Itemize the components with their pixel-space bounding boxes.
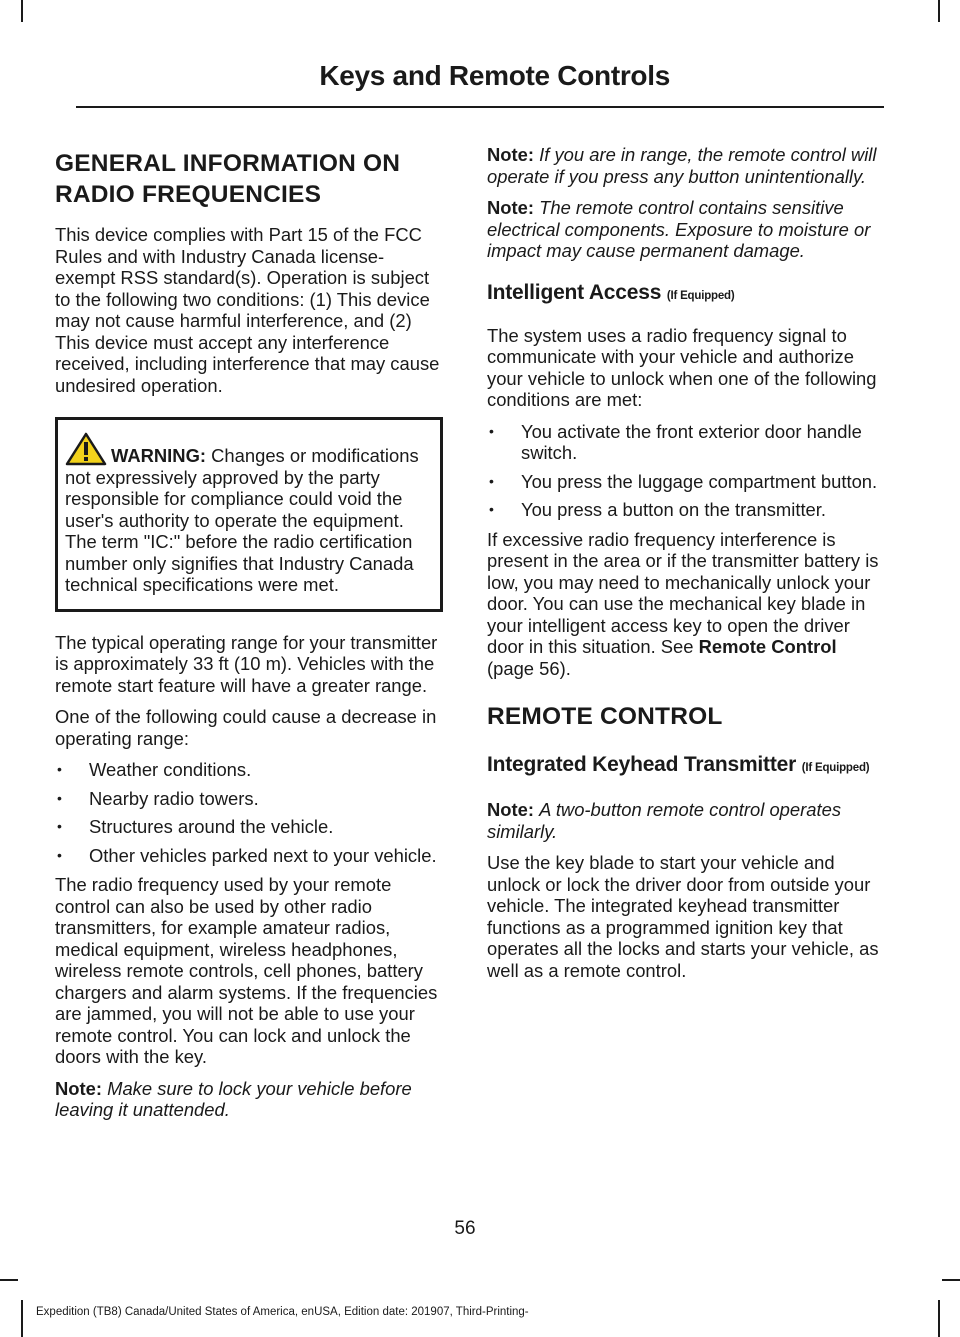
warning-text: Changes or modifications not expressively approved by the party responsible for compliance could void the user's authority to operate the equipment. The term "IC:" before the radio certification number only signifies that Industry Canada technical specifications were met.: [65, 445, 419, 595]
note-text: Make sure to lock your vehicle before leaving it unattended.: [55, 1077, 412, 1120]
list-item: • You press a button on the transmitter.: [487, 499, 879, 521]
intelligent-access-list: [487, 421, 879, 521]
list-item: • You press the luggage compartment button.: [487, 471, 879, 493]
crop-mark-top-left: [21, 0, 23, 22]
list-item: • Other vehicles parked next to your vehicle.: [55, 845, 443, 867]
left-column: [55, 144, 443, 1131]
crop-mark-top-right: [938, 0, 940, 22]
warning-triangle-icon: [65, 432, 107, 466]
note-label: Note:: [487, 197, 534, 218]
warning-box: [55, 417, 443, 612]
intelligent-access-paragraph: The system uses a radio frequency signal to communicate with your vehicle and authorize your vehicle to unlock when one of the following conditions are met:: [487, 324, 877, 410]
page-header-title: Keys and Remote Controls: [319, 60, 670, 91]
remote-control-link[interactable]: Remote Control: [698, 636, 837, 657]
crop-mark-bottom-left: [0, 1279, 18, 1281]
fcc-compliance-paragraph: This device complies with Part 15 of the FCC Rules and with Industry Canada license-exempt RSS standard(s). Operation is subject to the following two conditions: (1) This device may not cause harmful interference, and (2) This device must accept any interference received, including interference that may cause undesired operation.: [55, 224, 440, 396]
note-text: A two-button remote control operates similarly.: [487, 799, 842, 842]
decrease-range-list: [55, 759, 443, 866]
interference-paragraph: [487, 529, 879, 680]
sensitive-components-note: [487, 197, 879, 262]
header-divider: [76, 106, 884, 108]
lock-vehicle-note: [55, 1078, 443, 1121]
warning-label: WARNING:: [111, 445, 207, 466]
decrease-range-intro: One of the following could cause a decrease in operating range:: [55, 706, 437, 749]
note-label: Note:: [487, 799, 534, 820]
page-reference: (page 56).: [487, 657, 571, 679]
list-item: • Structures around the vehicle.: [55, 816, 443, 838]
note-label: Note:: [487, 144, 534, 165]
intelligent-access-title: Intelligent Access: [487, 280, 662, 304]
note-text: If you are in range, the remote control will operate if you press any button unintentionally.: [487, 144, 877, 187]
note-label: Note:: [55, 1077, 102, 1099]
list-item: • Weather conditions.: [55, 759, 443, 781]
footer-edition-info: Expedition (TB8) Canada/United States of America, enUSA, Edition date: 201907, Third-Printing-: [36, 1306, 529, 1318]
if-equipped-label: (If Equipped): [801, 762, 870, 774]
general-info-heading: GENERAL INFORMATION ON RADIO FREQUENCIES: [55, 150, 401, 208]
keyhead-paragraph: Use the key blade to start your vehicle and unlock or lock the driver door from outside your vehicle. The integrated keyhead transmitter functions as a programmed ignition key that operates all the locks and starts your vehicle, as well as a remote control.: [487, 852, 879, 981]
remote-control-heading: REMOTE CONTROL: [487, 703, 723, 730]
radio-frequency-paragraph: The radio frequency used by your remote control can also be used by other radio transmitters, for example amateur radios, medical equipment, wireless headphones, wireless remote controls, cell phones, battery chargers and alarm systems. If the frequencies are jammed, you will not be able to use your remote control. You can lock and unlock the doors with the key.: [55, 874, 438, 1067]
intelligent-access-heading: [487, 280, 879, 309]
page-number: 56: [454, 1218, 476, 1239]
keyhead-transmitter-heading: [487, 750, 879, 783]
list-item: • You activate the front exterior door handle switch.: [487, 421, 879, 464]
crop-mark-bottom-right: [942, 1279, 960, 1281]
two-button-note: [487, 799, 879, 842]
if-equipped-label: (If Equipped): [666, 289, 735, 302]
interference-text: If excessive radio frequency interference is present in the area or if the transmitter battery is low, you may need to mechanically unlock your door. You can use the mechanical key blade in your intelligent access key to open the driver door in this situation. See: [487, 528, 879, 657]
note-text: The remote control contains sensitive electrical components. Exposure to moisture or impact may cause permanent damage.: [487, 197, 871, 261]
crop-mark-bottom-left-vertical: [21, 1300, 23, 1337]
list-item: • Nearby radio towers.: [55, 788, 443, 810]
crop-mark-bottom-right-vertical: [938, 1300, 940, 1337]
right-column: [487, 144, 879, 991]
operating-range-paragraph: The typical operating range for your transmitter is approximately 33 ft (10 m). Vehicles with the remote start feature will have a greater range.: [55, 631, 438, 696]
keyhead-transmitter-title: Integrated Keyhead Transmitter: [487, 753, 797, 776]
range-note: [487, 144, 879, 187]
